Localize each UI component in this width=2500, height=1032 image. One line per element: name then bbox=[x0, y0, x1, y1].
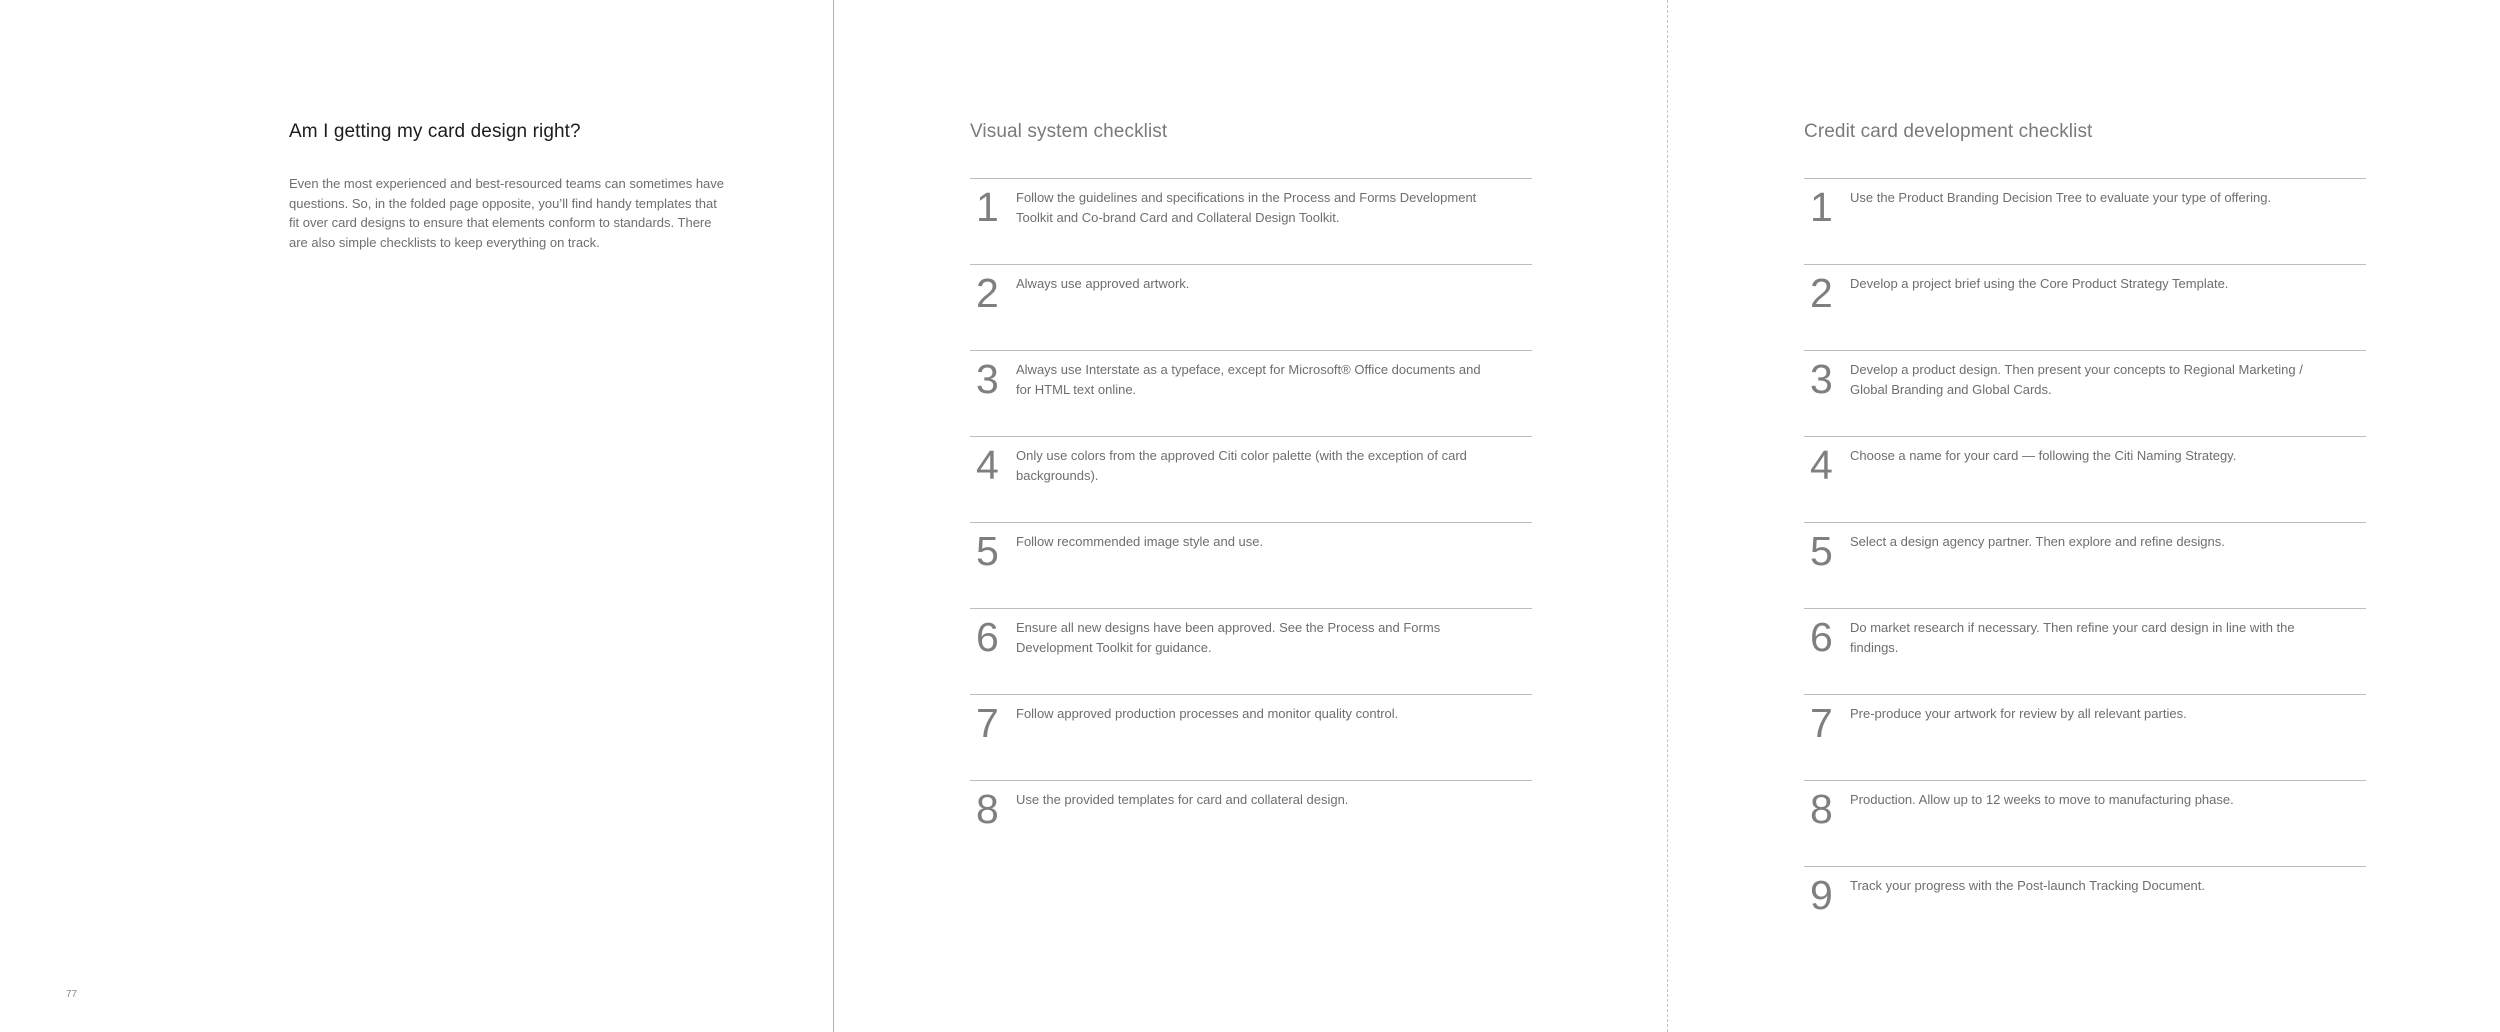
item-text: Only use colors from the approved Citi color palette (with the exception of card backgrounds). bbox=[1016, 448, 1467, 483]
item-number: 5 bbox=[1810, 528, 1833, 574]
checklist-item bbox=[1804, 694, 2366, 780]
item-text: Production. Allow up to 12 weeks to move to manufacturing phase. bbox=[1850, 792, 2234, 807]
checklist-item bbox=[1804, 350, 2366, 436]
intro-body: Even the most experienced and best-resourced teams can sometimes have questions. So, in the folded page opposite, you’ll find handy templates that fit over card designs to ensure that elements conform to standards. There are also simple checklists to keep everything on track. bbox=[289, 176, 725, 250]
item-text: Develop a project brief using the Core Product Strategy Template. bbox=[1850, 276, 2229, 291]
item-number: 4 bbox=[1810, 442, 1833, 488]
item-number: 5 bbox=[976, 528, 999, 574]
checklist-item bbox=[970, 436, 1532, 522]
checklist-item bbox=[1804, 608, 2366, 694]
item-text: Follow the guidelines and specifications in the Process and Forms Development Toolkit and Co-brand Card and Collateral Design Toolkit. bbox=[1016, 190, 1477, 225]
item-number: 6 bbox=[1810, 614, 1833, 660]
item-number: 8 bbox=[976, 786, 999, 832]
intro-title: Am I getting my card design right? bbox=[289, 121, 581, 142]
item-number: 8 bbox=[1810, 786, 1833, 832]
item-text: Follow approved production processes and monitor quality control. bbox=[1016, 706, 1399, 721]
item-number: 6 bbox=[976, 614, 999, 660]
visual-system-checklist bbox=[970, 121, 1532, 866]
item-text: Use the provided templates for card and collateral design. bbox=[1016, 792, 1349, 807]
intro-panel bbox=[0, 0, 833, 1032]
item-text: Pre-produce your artwork for review by all relevant parties. bbox=[1850, 706, 2187, 721]
credit-card-checklist bbox=[1804, 121, 2366, 952]
item-number: 2 bbox=[976, 270, 999, 316]
item-text: Develop a product design. Then present your concepts to Regional Marketing / Global Branding and Global Cards. bbox=[1850, 362, 2303, 397]
item-text: Track your progress with the Post-launch Tracking Document. bbox=[1850, 878, 2205, 893]
checklist-item bbox=[970, 694, 1532, 780]
item-text: Ensure all new designs have been approved. See the Process and Forms Development Toolkit for guidance. bbox=[1016, 620, 1441, 655]
checklist-item bbox=[1804, 866, 2366, 952]
item-number: 1 bbox=[976, 184, 999, 230]
item-text: Use the Product Branding Decision Tree to evaluate your type of offering. bbox=[1850, 190, 2272, 205]
item-text: Select a design agency partner. Then explore and refine designs. bbox=[1850, 534, 2225, 549]
checklist-item bbox=[1804, 780, 2366, 866]
checklist-item bbox=[970, 780, 1532, 866]
checklist-item bbox=[1804, 436, 2366, 522]
item-text: Always use approved artwork. bbox=[1016, 276, 1190, 291]
checklist-item bbox=[1804, 178, 2366, 264]
item-number: 2 bbox=[1810, 270, 1833, 316]
checklist-item bbox=[1804, 264, 2366, 350]
checklist-item bbox=[1804, 522, 2366, 608]
item-text: Choose a name for your card — following the Citi Naming Strategy. bbox=[1850, 448, 2237, 463]
visual-checklist-panel bbox=[834, 0, 1667, 1032]
credit-checklist-title: Credit card development checklist bbox=[1804, 121, 2093, 142]
checklist-item bbox=[970, 608, 1532, 694]
item-number: 3 bbox=[1810, 356, 1833, 402]
item-number: 7 bbox=[1810, 700, 1833, 746]
item-number: 7 bbox=[976, 700, 999, 746]
checklist-item bbox=[970, 264, 1532, 350]
item-text: Follow recommended image style and use. bbox=[1016, 534, 1264, 549]
item-number: 1 bbox=[1810, 184, 1833, 230]
item-text: Always use Interstate as a typeface, except for Microsoft® Office documents and for HTML text online. bbox=[1016, 362, 1481, 397]
visual-checklist-title: Visual system checklist bbox=[970, 121, 1168, 142]
checklist-item bbox=[970, 350, 1532, 436]
item-number: 3 bbox=[976, 356, 999, 402]
credit-checklist-panel bbox=[1668, 0, 2500, 1032]
item-number: 9 bbox=[1810, 872, 1833, 918]
item-text: Do market research if necessary. Then refine your card design in line with the findings. bbox=[1850, 620, 2295, 655]
checklist-item bbox=[970, 522, 1532, 608]
checklist-item bbox=[970, 178, 1532, 264]
page-number: 77 bbox=[66, 989, 78, 1000]
item-number: 4 bbox=[976, 442, 999, 488]
